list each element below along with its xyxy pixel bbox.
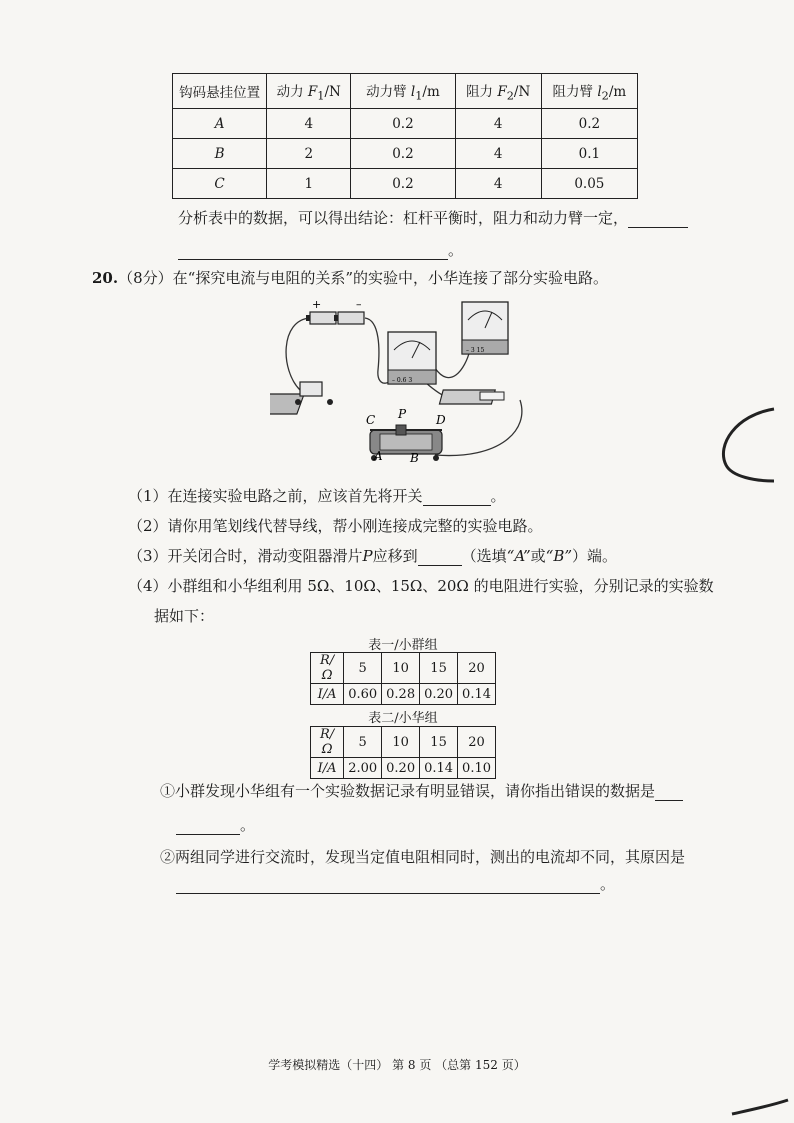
q20-sub2: （2）请你用笔划线代替导线，帮小刚连接成完整的实验电路。	[128, 517, 543, 535]
answer-blank[interactable]	[418, 551, 462, 566]
table-cell: A	[173, 109, 267, 139]
q19-conclusion-line2: 。	[178, 240, 463, 260]
rheostat-label-C: C	[366, 413, 376, 427]
table-cell: 0.2	[541, 109, 637, 139]
q20-sub3: （3）开关闭合时，滑动变阻器滑片P应移到 （选填“A”或“B”）端。	[128, 547, 618, 565]
table-cell: 20	[458, 653, 496, 684]
table-cell: R/Ω	[311, 727, 344, 758]
table1-caption: 表一/小群组	[368, 638, 438, 653]
rheostat-label-A: A	[374, 449, 383, 463]
answer-blank[interactable]	[655, 786, 683, 801]
header-arm2: 阻力臂 $l_2/m$	[541, 74, 637, 109]
q20-sub4: （4）小群组和小华组利用 5Ω、10Ω、15Ω、20Ω 的电阻进行实验，分别记录的实验数	[128, 577, 714, 595]
voltmeter-scale-label: – 3 15	[466, 347, 485, 354]
table-cell: 10	[382, 653, 420, 684]
ammeter-scale-label: – 0.6 3	[392, 377, 413, 384]
table-cell: 0.1	[541, 139, 637, 169]
table-cell: 4	[455, 169, 541, 199]
table-cell: 5	[344, 653, 382, 684]
switch	[270, 382, 333, 414]
answer-blank[interactable]	[178, 247, 448, 260]
table-cell: 1	[267, 169, 351, 199]
table-cell: 0.2	[351, 169, 455, 199]
q20-stem: 20.（8分）在“探究电流与电阻的关系”的实验中，小华连接了部分实验电路。	[92, 269, 608, 287]
header-force2: 阻力 $F_2/N$	[455, 74, 541, 109]
q20-circle1-line2: 。	[176, 815, 255, 835]
table-cell: 0.14	[458, 684, 496, 705]
table-cell: 0.60	[344, 684, 382, 705]
page-edge-mark	[730, 1098, 790, 1118]
table-cell: 0.10	[458, 758, 496, 779]
table-cell: 0.2	[351, 139, 455, 169]
table-cell: 20	[458, 727, 496, 758]
table-cell: 0.14	[420, 758, 458, 779]
answer-blank[interactable]	[423, 491, 491, 506]
table2-xiaohua	[310, 726, 496, 779]
answer-blank[interactable]	[628, 211, 688, 228]
table-cell: 0.2	[351, 109, 455, 139]
battery-minus-label: –	[356, 298, 362, 311]
q19-conclusion: 分析表中的数据，可以得出结论：杠杆平衡时，阻力和动力臂一定，	[178, 208, 698, 228]
table2-caption: 表二/小华组	[368, 711, 438, 726]
table-cell: 0.05	[541, 169, 637, 199]
table-row	[173, 169, 638, 199]
table-cell: 15	[420, 727, 458, 758]
table-cell: 4	[455, 139, 541, 169]
table-cell: 5	[344, 727, 382, 758]
table-cell: B	[173, 139, 267, 169]
table-row	[311, 758, 496, 779]
header-position: 钩码悬挂位置	[173, 74, 267, 109]
header-force1: 动力 $F_1/N$	[267, 74, 351, 109]
table-cell: 0.20	[420, 684, 458, 705]
q20-sub4-line2: 据如下：	[154, 607, 215, 625]
table-cell: R/Ω	[311, 653, 344, 684]
q20-circle1: ①小群发现小华组有一个实验数据记录有明显错误，请你指出错误的数据是	[160, 781, 720, 801]
rheostat-label-B: B	[410, 451, 419, 465]
table-row	[173, 139, 638, 169]
table-cell: 4	[267, 109, 351, 139]
lever-data-table	[172, 73, 638, 199]
table-cell: 2.00	[344, 758, 382, 779]
fixed-resistor	[439, 390, 504, 404]
table-cell: 0.28	[382, 684, 420, 705]
table-cell: 0.20	[382, 758, 420, 779]
wire	[435, 400, 522, 456]
rheostat-label-P: P	[398, 407, 407, 421]
wire	[286, 318, 310, 390]
table-cell: C	[173, 169, 267, 199]
table-row	[311, 727, 496, 758]
q20-circle2: ②两组同学进行交流时，发现当定值电阻相同时，测出的电流却不同，其原因是	[160, 848, 686, 866]
table-row	[311, 684, 496, 705]
circuit-diagram	[270, 290, 550, 470]
q20-circle2-line2: 。	[176, 874, 615, 894]
q20-sub1: （1）在连接实验电路之前，应该首先将开关 。	[128, 487, 506, 505]
table-cell: 15	[420, 653, 458, 684]
table-cell: 2	[267, 139, 351, 169]
table-cell: I/A	[311, 684, 344, 705]
table-header-row	[173, 74, 638, 109]
table-cell: I/A	[311, 758, 344, 779]
battery-plus-label: +	[312, 298, 322, 311]
page-edge-mark	[716, 405, 776, 485]
table-row	[311, 653, 496, 684]
table-row	[173, 109, 638, 139]
answer-blank[interactable]	[176, 822, 240, 835]
page-footer: 学考模拟精选（十四） 第 8 页 （总第 152 页）	[268, 1058, 526, 1072]
table1-xiaoqun	[310, 652, 496, 705]
battery	[306, 312, 364, 324]
answer-blank[interactable]	[176, 881, 600, 894]
table-cell: 4	[455, 109, 541, 139]
rheostat-label-D: D	[436, 413, 446, 427]
header-arm1: 动力臂 $l_1/m$	[351, 74, 455, 109]
table-cell: 10	[382, 727, 420, 758]
